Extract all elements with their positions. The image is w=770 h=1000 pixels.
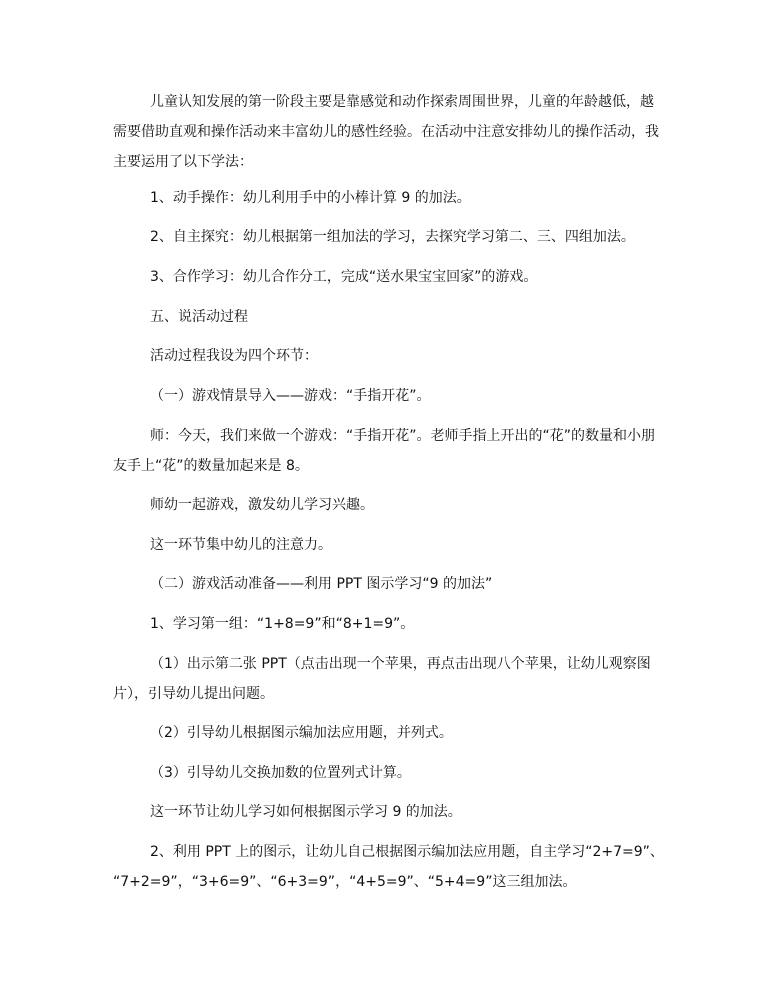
text-line: 片），引导幼儿提出问题。 — [113, 686, 274, 702]
paragraph-four-stages — [113, 341, 658, 371]
text-line: 1、学习第一组：“1+8=9”和“8+1=9”。 — [150, 616, 415, 632]
text-line: 3、合作学习：幼儿合作分工，完成“送水果宝宝回家”的游戏。 — [150, 269, 538, 285]
paragraph-learning-methods-intro — [113, 87, 658, 177]
text-line: 需要借助直观和操作活动来丰富幼儿的感性经验。在活动中注意安排幼儿的操作活动，我 — [113, 124, 659, 140]
text-line: （2）引导幼儿根据图示编加法应用题，并列式。 — [150, 725, 453, 741]
text-line: 这一环节集中幼儿的注意力。 — [150, 537, 332, 553]
text-line: （1）出示第二张 PPT（点击出现一个苹果，再点击出现八个苹果，让幼儿观察图 — [150, 656, 651, 672]
text-line: 师幼一起游戏，激发幼儿学习兴趣。 — [150, 497, 374, 513]
section-heading-activity-process — [113, 302, 658, 332]
paragraph-step-3 — [113, 758, 658, 788]
text-line: 五、说活动过程 — [150, 309, 248, 325]
text-line: （3）引导幼儿交换加数的位置列式计算。 — [150, 765, 411, 781]
paragraph-method-3 — [113, 262, 658, 292]
paragraph-step-2 — [113, 718, 658, 748]
text-line: 师：今天，我们来做一个游戏：“手指开花”。老师手指上开出的“花”的数量和小朋 — [150, 428, 656, 444]
text-line: 儿童认知发展的第一阶段主要是靠感觉和动作探索周围世界，儿童的年龄越低，越 — [150, 94, 654, 110]
text-line: 1、动手操作：幼儿利用手中的小棒计算 9 的加法。 — [150, 190, 471, 206]
text-line: 2、利用 PPT 上的图示，让幼儿自己根据图示编加法应用题，自主学习“2+7=9”、 — [150, 844, 664, 860]
paragraph-step-1 — [113, 649, 658, 709]
paragraph-method-2 — [113, 222, 658, 252]
text-line: （一）游戏情景导入——游戏：“手指开花”。 — [150, 388, 431, 404]
subheading-stage-1 — [113, 381, 658, 411]
paragraph-play-together — [113, 490, 658, 520]
text-line: 2、自主探究：幼儿根据第一组加法的学习，去探究学习第二、三、四组加法。 — [150, 229, 635, 245]
text-line: “7+2=9”，“3+6=9”、“6+3=9”，“4+5=9”、“5+4=9”这三组加法。 — [113, 874, 577, 890]
paragraph-method-1 — [113, 183, 658, 213]
subheading-stage-2 — [113, 569, 658, 599]
text-line: 这一环节让幼儿学习如何根据图示学习 9 的加法。 — [150, 804, 462, 820]
text-line: 活动过程我设为四个环节： — [150, 348, 318, 364]
paragraph-stage-summary — [113, 797, 658, 827]
paragraph-group-1 — [113, 609, 658, 639]
text-line: （二）游戏活动准备——利用 PPT 图示学习“9 的加法” — [150, 576, 493, 592]
paragraph-teacher-game — [113, 421, 658, 481]
paragraph-attention — [113, 530, 658, 560]
text-line: 友手上“花”的数量加起来是 8。 — [113, 458, 309, 474]
paragraph-group-2-4 — [113, 837, 664, 897]
text-line: 主要运用了以下学法： — [113, 154, 253, 170]
